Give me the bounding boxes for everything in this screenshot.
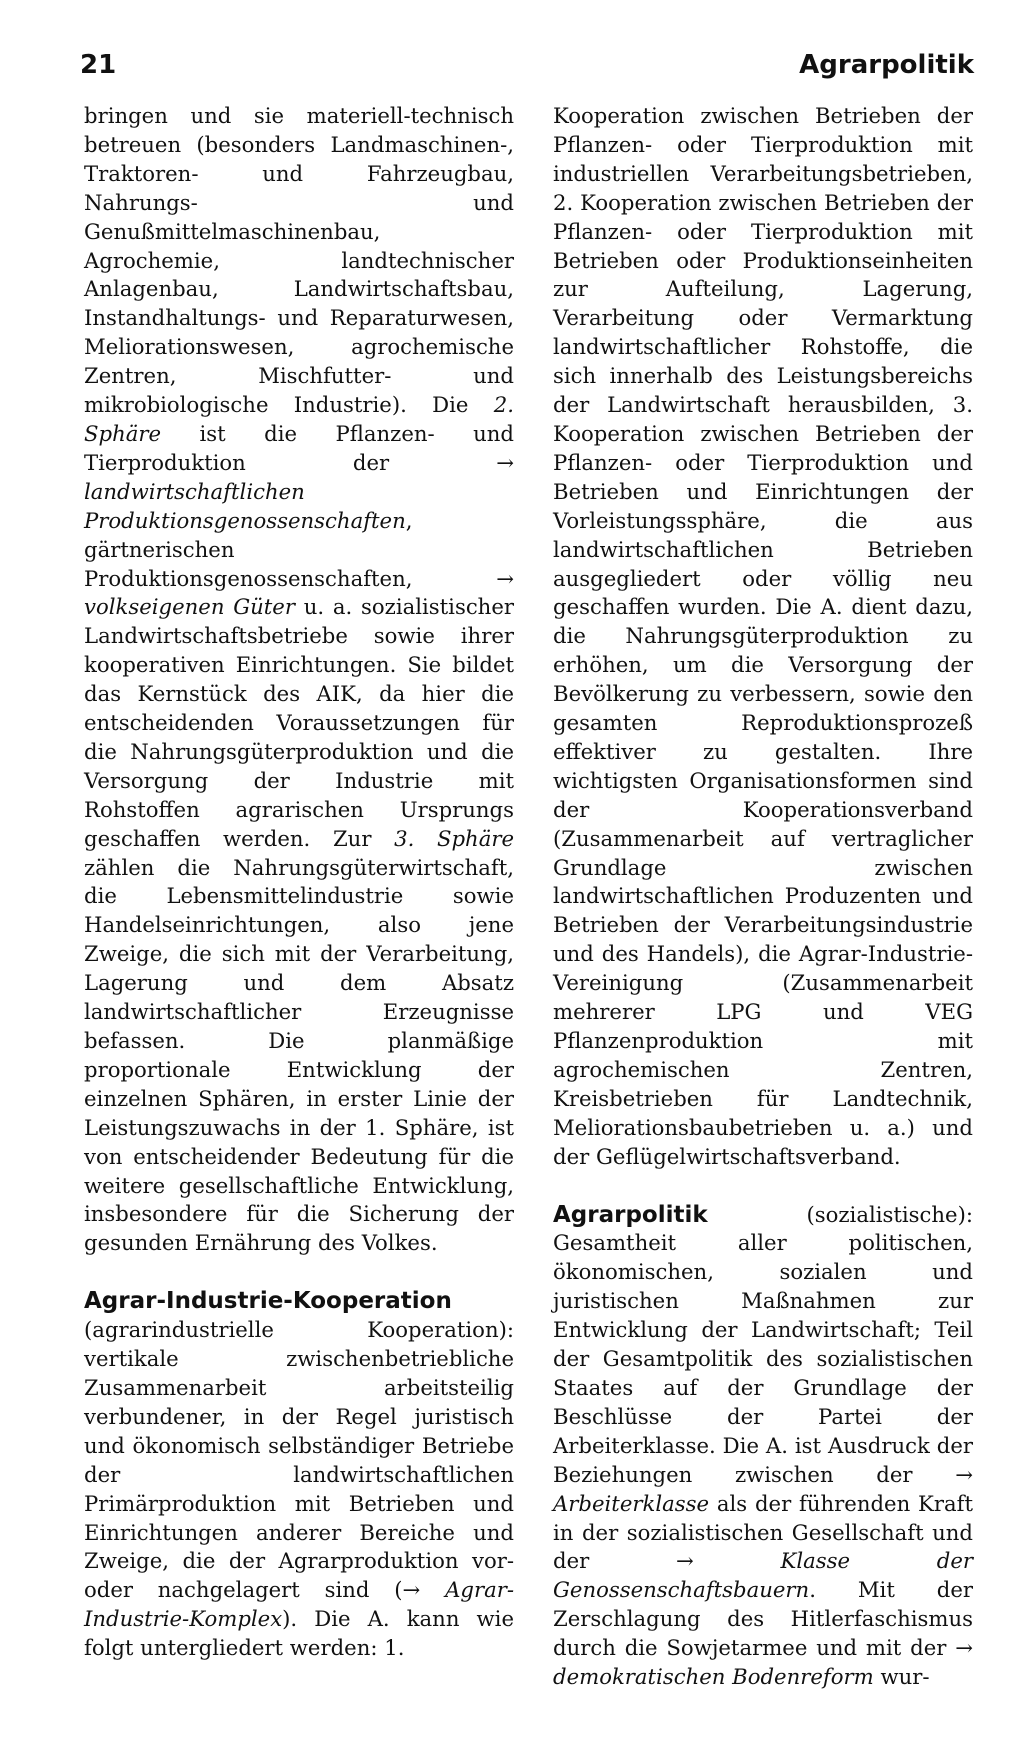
text-run: (sozialistische): Gesamtheit aller politischen, ökonomischen, sozialen und juristischen Maßnahmen zur Entwicklung der Landwirtschaft; Teil der Gesamtpolitik des sozialistischen Staates auf der Grundlage der Beschlüsse der Partei der Arbeiterklasse. Die A. ist Ausdruck der Beziehungen zwischen der bbox=[553, 1201, 973, 1487]
text-run: (agrarindustrielle Kooperation): vertikale zwischenbetriebliche Zusammenarbeit arbeitsteilig verbundener, in der Regel juristisch und ökonomisch selbständiger Betriebe der landwirtschaftlichen Primärproduktion mit Betrieben und Einrichtungen anderer Bereiche und Zweige, die der Agrarproduktion vor- oder nachgelagert sind ( bbox=[84, 1317, 514, 1603]
text-run: als der führenden Kraft in der sozialistischen Gesellschaft und der bbox=[553, 1490, 973, 1574]
arrow-icon: → bbox=[955, 1461, 973, 1487]
left-paragraph-continued bbox=[84, 102, 514, 1258]
text-run: u. a. sozialistischer Landwirtschaftsbetriebe sowie ihrer kooperativen Einrichtungen. Sie bildet das Kernstück des AIK, da hier die entscheidenden Voraussetzungen für die Nahrungsgüterproduktion und die Versorgung der Industrie mit Rohstoffen agrarischen Ursprungs geschaffen werden. Zur bbox=[84, 594, 514, 851]
cross-reference: Agrar-Industrie-Komplex bbox=[84, 1577, 514, 1632]
entry-term: Agrarpolitik bbox=[553, 1201, 708, 1228]
cross-reference: 2. Sphäre bbox=[84, 392, 514, 446]
arrow-icon: → bbox=[675, 1548, 694, 1574]
cross-reference: 3. Sphäre bbox=[394, 825, 514, 851]
entry-body bbox=[84, 1317, 514, 1660]
entry-term: Agrar-Industrie-Kooperation bbox=[84, 1288, 452, 1315]
page-number: 21 bbox=[80, 50, 117, 80]
entry-body bbox=[553, 1202, 973, 1690]
text-run: Kooperation zwischen Betrieben der Pflanzen- oder Tierproduktion mit industriellen Verarbeitungsbetrieben, 2. Kooperation zwischen Betrieben der Pflanzen- oder Tierproduktion mit Betrieben oder Produktionseinheiten zur Aufteilung, Lagerung, Verarbeitung oder Vermarktung landwirtschaftlicher Rohstoffe, die sich innerhalb des Leistungsbereichs der Landwirtschaft herausbilden, 3. Kooperation zwischen Betrieben der Pflanzen- oder Tierproduktion und Betrieben und Einrichtungen der Vorleistungssphäre, die aus landwirtschaftlichen Betrieben ausgegliedert oder völlig neu geschaffen wurden. Die A. dient dazu, die Nahrungsgüterproduktion zu erhöhen, um die Versorgung der Bevölkerung zu verbessern, sowie den gesamten Reproduktionsprozeß effektiver zu gestalten. Ihre wichtigsten Organisationsformen sind der Kooperationsverband (Zusammenarbeit auf vertraglicher Grundlage zwischen landwirtschaftlichen Produzenten und Betrieben der Verarbeitungsindustrie und des Handels), die Agrar-Industrie-Vereinigung (Zusammenarbeit mehrerer LPG und VEG Pflanzenproduktion mit agrochemischen Zentren, Kreisbetrieben für Landtechnik, Meliorationsbaubetrieben u. a.) und der Geflügelwirtschaftsverband. bbox=[553, 103, 973, 1169]
text-run: zählen die Nahrungsgüterwirtschaft, die Lebensmittelindustrie sowie Handelseinrichtungen, also jene Zweige, die sich mit der Verarbeitung, Lagerung und dem Absatz landwirtschaftlicher Erzeugnisse befassen. Die planmäßige proportionale Entwicklung der einzelnen Sphären, in erster Linie der Leistungszuwachs in der 1. Sphäre, ist von entscheidender Bedeutung für die weitere gesellschaftliche Entwicklung, insbesondere für die Sicherung der gesunden Ernährung des Volkes. bbox=[84, 854, 514, 1256]
cross-reference: Arbeiterklasse bbox=[553, 1490, 710, 1516]
cross-reference: landwirtschaftlichen Produktionsgenossenschaften bbox=[84, 478, 406, 533]
running-head: Agrarpolitik bbox=[799, 50, 974, 80]
text-run: . Mit der Zerschlagung des Hitlerfaschismus durch die Sowjetarmee und mit der bbox=[553, 1577, 973, 1661]
text-run: bringen und sie materiell-technisch betreuen (besonders Landmaschinen-, Traktoren- und Fahrzeugbau, Nahrungs- und Genußmittelmaschinenbau, Agrochemie, landtechnischer Anlagenbau, Landwirtschaftsbau, Instandhaltungs- und Reparaturwesen, Meliorationswesen, agrochemische Zentren, Mischfutter- und mikrobiologische Industrie). Die bbox=[84, 103, 514, 418]
text-run: ist die Pflanzen- und Tierproduktion der bbox=[84, 420, 514, 475]
left-column bbox=[84, 102, 514, 1663]
text-run: wur- bbox=[873, 1664, 930, 1690]
entry-agrarpolitik bbox=[553, 1201, 973, 1692]
cross-reference: Klasse der Genossenschaftsbauern bbox=[553, 1548, 973, 1603]
arrow-icon: → bbox=[496, 565, 514, 591]
page-header bbox=[80, 50, 974, 90]
cross-reference: volkseigenen Güter bbox=[84, 594, 295, 620]
text-run: ). Die A. kann wie folgt untergliedert werden: 1. bbox=[84, 1606, 514, 1661]
arrow-icon: → bbox=[955, 1635, 973, 1661]
right-column bbox=[553, 102, 973, 1692]
right-paragraph-continued bbox=[553, 102, 973, 1172]
arrow-icon: → bbox=[402, 1577, 421, 1603]
entry-agrar-industrie-kooperation bbox=[84, 1287, 514, 1663]
arrow-icon: → bbox=[496, 449, 514, 475]
text-run: , gärtnerischen Produktionsgenossenschaften, bbox=[84, 507, 497, 591]
cross-reference: demokratischen Bodenreform bbox=[553, 1664, 874, 1690]
